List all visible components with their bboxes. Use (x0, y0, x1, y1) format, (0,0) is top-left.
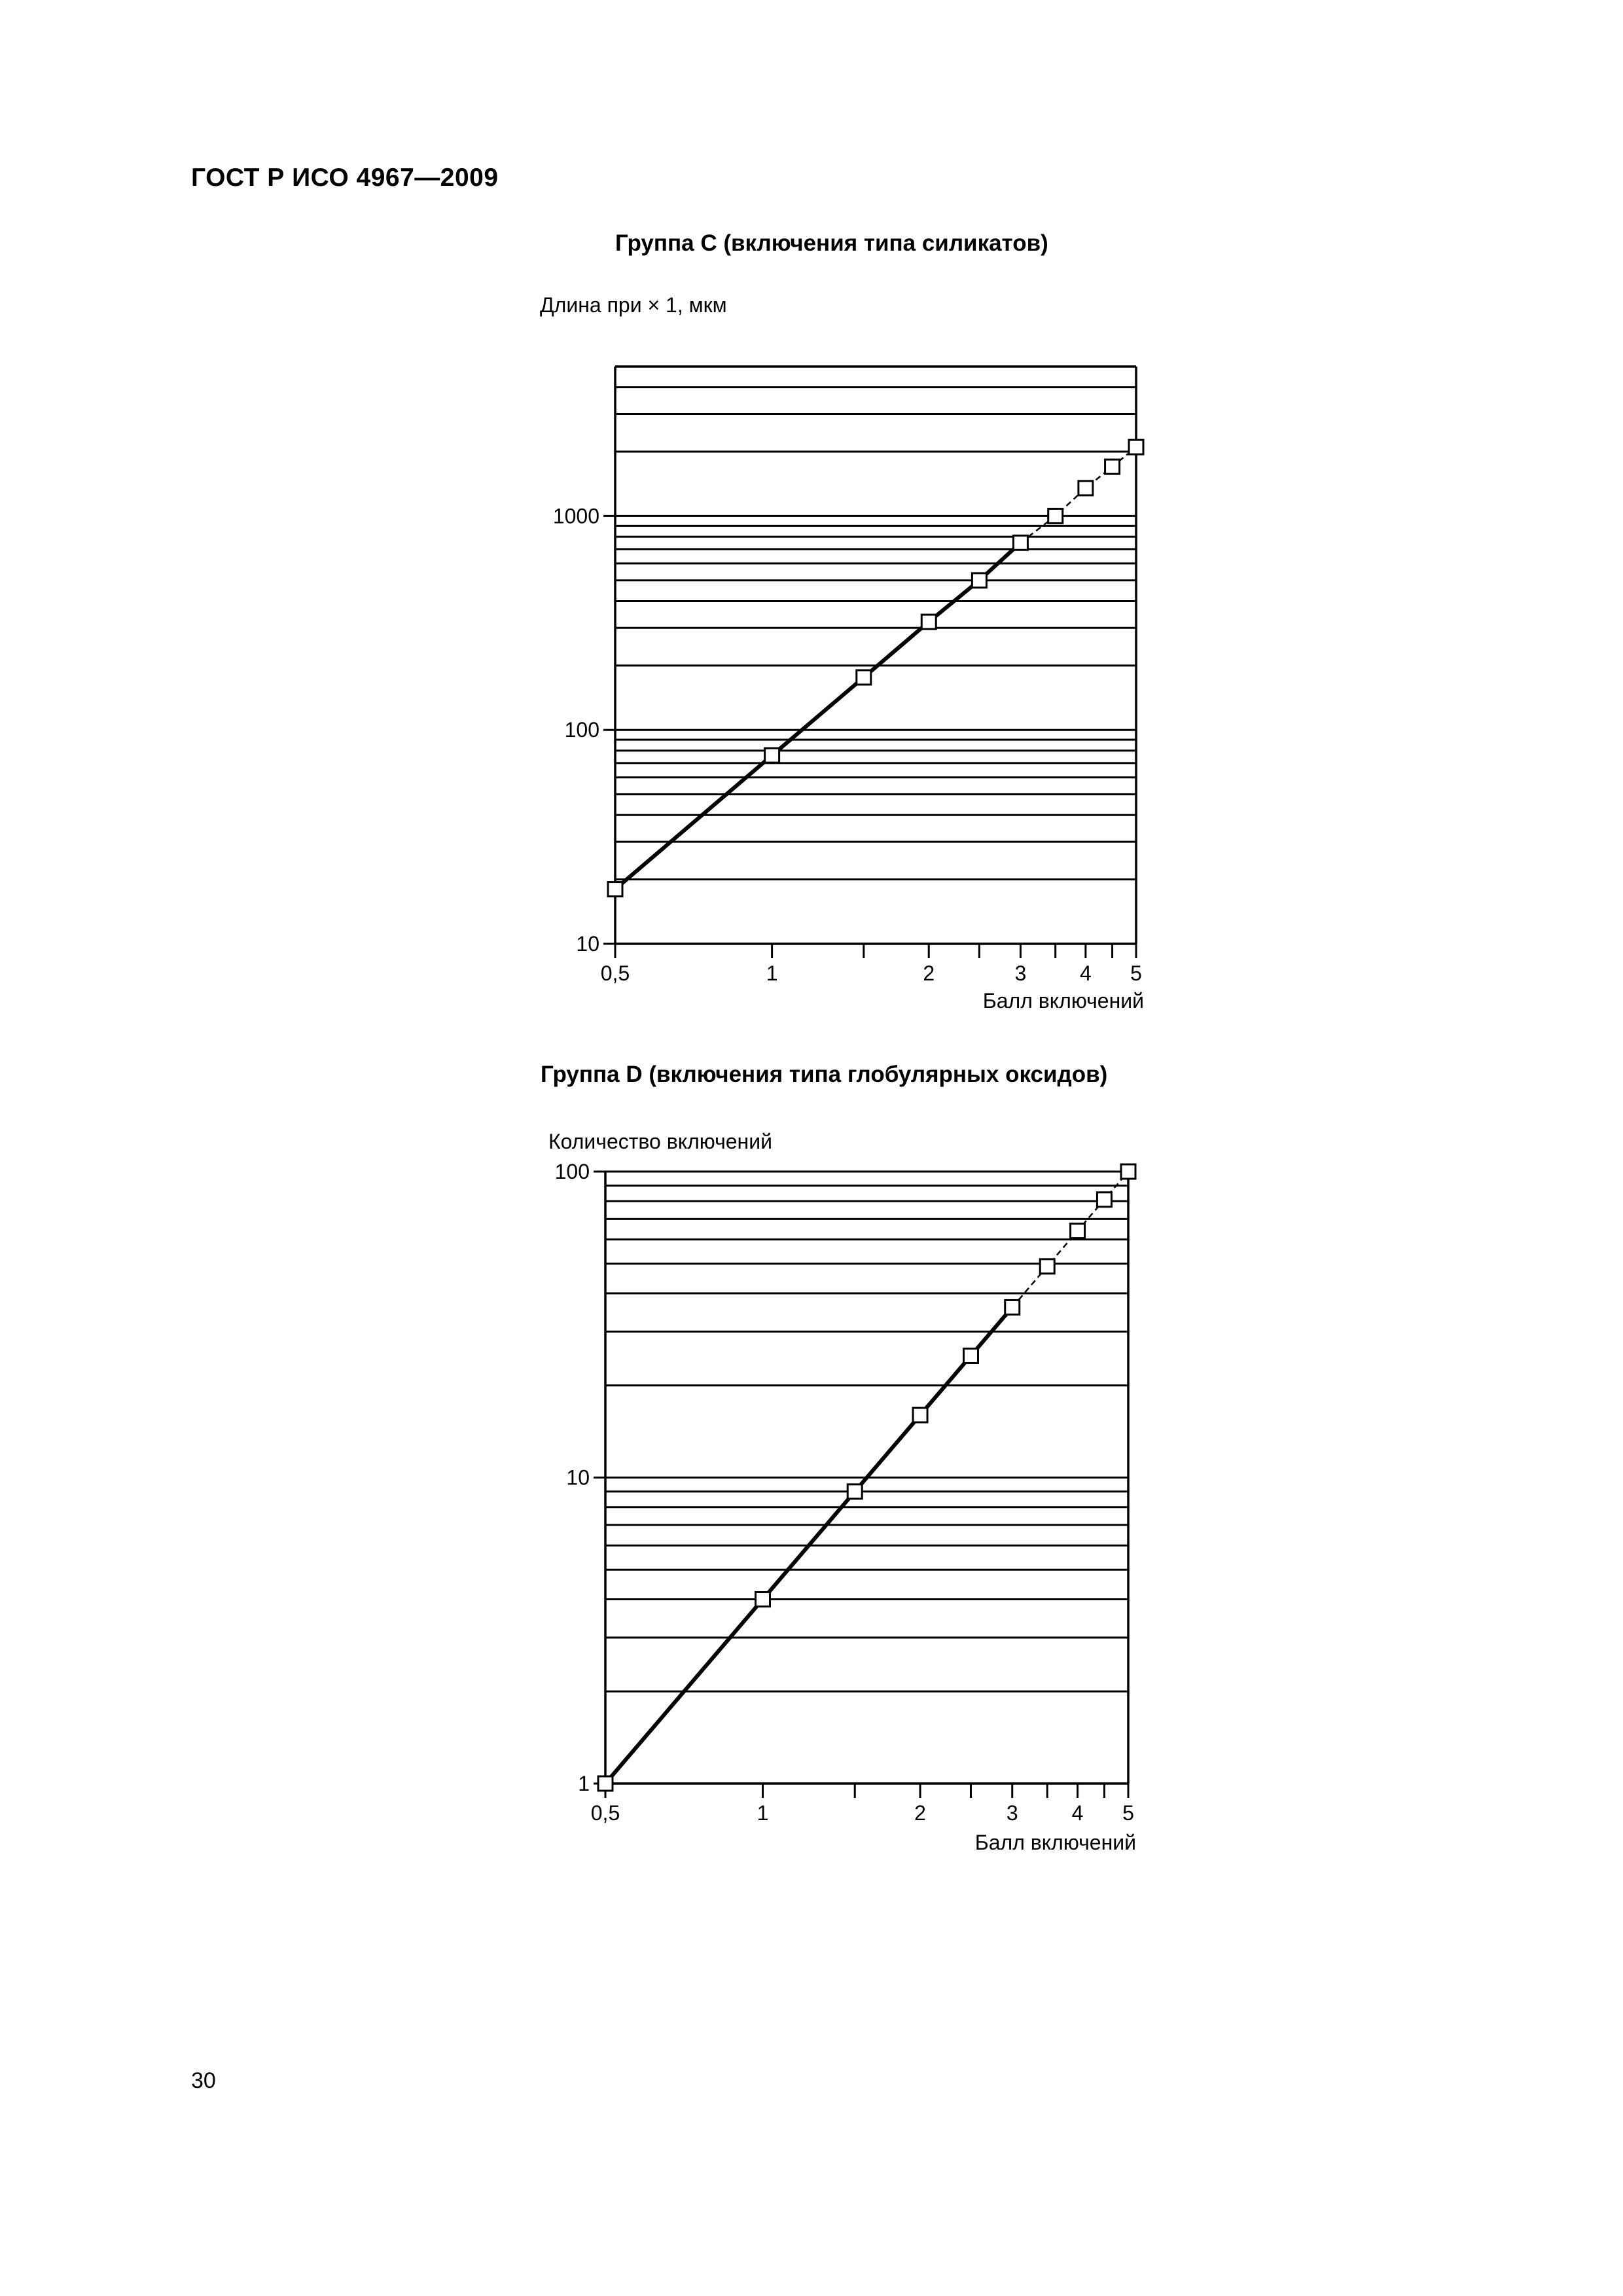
data-point-marker (598, 1776, 613, 1791)
y-tick-label: 1 (578, 1772, 590, 1795)
x-tick-label: 5 (1130, 961, 1142, 985)
data-point-marker (1071, 1224, 1085, 1238)
y-tick-label: 10 (576, 932, 599, 956)
x-tick-label: 3 (1014, 961, 1027, 985)
x-tick-label: 0,5 (600, 961, 630, 985)
data-point-marker (756, 1592, 770, 1607)
data-point-marker (913, 1408, 927, 1422)
x-tick-label: 2 (923, 961, 935, 985)
x-tick-label: 1 (766, 961, 778, 985)
x-tick-label: 4 (1079, 961, 1092, 985)
x-tick-label: 1 (757, 1801, 769, 1825)
page-number: 30 (191, 2068, 216, 2093)
data-point-marker (1040, 1259, 1054, 1274)
chart-d-y-axis-title: Количество включений (548, 1130, 772, 1153)
x-tick-label: 3 (1006, 1801, 1018, 1825)
chart-c-y-axis-title: Длина при × 1, мкм (540, 293, 727, 317)
x-axis-title: Балл включений (974, 1831, 1136, 1854)
data-point-marker (1121, 1164, 1135, 1179)
document-header: ГОСТ Р ИСО 4967—2009 (191, 164, 499, 192)
data-point-marker (847, 1484, 862, 1499)
x-tick-label: 5 (1122, 1801, 1134, 1825)
x-tick-label: 2 (914, 1801, 926, 1825)
chart-d-title: Группа D (включения типа глобулярных оксидов) (541, 1062, 1108, 1087)
chart-c-title: Группа C (включения типа силикатов) (615, 230, 1048, 256)
x-tick-label: 4 (1071, 1801, 1084, 1825)
data-point-marker (1005, 1300, 1020, 1314)
data-point-marker (963, 1348, 978, 1363)
x-tick-label: 0,5 (590, 1801, 620, 1825)
y-tick-label: 10 (566, 1465, 590, 1490)
data-point-marker (1097, 1193, 1111, 1207)
x-axis-title: Балл включений (982, 989, 1144, 1013)
y-tick-label: 100 (554, 1160, 590, 1183)
y-tick-label: 1000 (552, 504, 599, 528)
y-tick-label: 100 (564, 718, 599, 742)
